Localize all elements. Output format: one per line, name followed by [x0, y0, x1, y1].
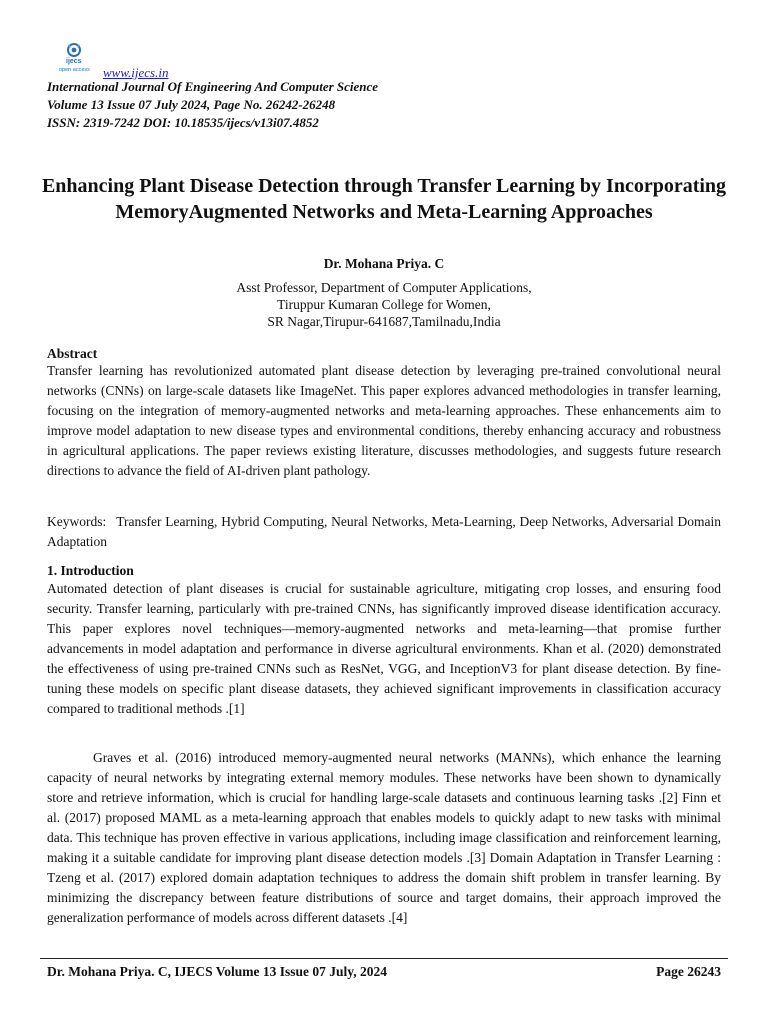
introduction-heading: 1. Introduction	[47, 563, 134, 578]
logo-word: ijecs	[66, 58, 82, 65]
logo-row	[47, 40, 727, 78]
journal-header	[47, 40, 727, 132]
keywords-label: Keywords:	[47, 514, 107, 529]
logo-icon	[65, 42, 83, 58]
footer-citation: Dr. Mohana Priya. C, IJECS Volume 13 Issue 07 July, 2024	[47, 964, 388, 979]
page-number: Page 26243	[656, 964, 721, 979]
affiliation-line: Asst Professor, Department of Computer Applications,	[236, 280, 532, 295]
logo-subtext: open access	[59, 67, 90, 73]
introduction-paragraph-2: Graves et al. (2016) introduced memory-augmented neural networks (MANNs), which enhance the learning capacity of neural networks by integrating external memory modules. These networks have been shown to dynamically store and retrieve information, which is crucial for handling large-scale datasets and continuous learning tasks .[2] Finn et al. (2017) proposed MAML as a meta-learning approach that enables models to quickly adapt to new tasks with minimal data. This technique has proven effective in various applications, including image classification and reinforcement learning, making it a suitable candidate for improving plant disease detection models .[3] Domain Adaptation in Transfer Learning : Tzeng et al. (2017) explored domain adaptation techniques to address the domain shift problem in transfer learning. By minimizing the discrepancy between feature distributions of source and target domains, their approach improved the generalization performance of models across different datasets .[4]	[47, 750, 721, 925]
affiliation-line: SR Nagar,Tirupur-641687,Tamilnadu,India	[267, 314, 501, 329]
introduction-paragraph-1: Automated detection of plant diseases is crucial for sustainable agriculture, mitigating crop losses, and ensuring food security. Transfer learning, particularly with pre-trained CNNs, has significantly improved disease identification accuracy. This paper explores novel techniques—memory-augmented networks and meta-learning—that promise further advancements in model adaptation and performance in diverse agricultural environments. Khan et al. (2020) demonstrated the effectiveness of using pre-trained CNNs such as ResNet, VGG, and InceptionV3 for plant disease detection. By fine-tuning these models on specific plant disease datasets, they achieved significant improvements in classification accuracy compared to traditional methods .[1]	[47, 581, 721, 716]
abstract-text: Transfer learning has revolutionized automated plant disease detection by leveraging pre-trained convolutional neural networks (CNNs) on large-scale datasets like ImageNet. This paper explores advanced methodologies in transfer learning, focusing on the integration of memory-augmented networks and meta-learning approaches. These enhancements aim to improve model adaptation to new disease types and environmental conditions, thereby enhancing accuracy and robustness in agricultural applications. The paper reviews existing literature, discusses methodologies, and suggests future research directions to advance the field of AI-driven plant pathology.	[47, 363, 721, 478]
journal-website-link[interactable]: www.ijecs.in	[103, 65, 169, 80]
footer-divider	[40, 958, 728, 959]
abstract-heading: Abstract	[47, 346, 98, 361]
journal-volume: Volume 13 Issue 07 July 2024, Page No. 26242-26248	[47, 97, 336, 112]
paper-title: Enhancing Plant Disease Detection through Transfer Learning by Incorporating MemoryAugmented Networks and Meta-Learning Approaches	[41, 175, 727, 223]
keywords	[47, 512, 721, 552]
keywords-text: Transfer Learning, Hybrid Computing, Neural Networks, Meta-Learning, Deep Networks, Adversarial Domain Adaptation	[47, 514, 721, 549]
author-affiliation	[40, 279, 728, 330]
author-name: Dr. Mohana Priya. C	[323, 256, 445, 271]
ijecs-logo	[55, 42, 97, 78]
journal-name: International Journal Of Engineering And Computer Science	[47, 79, 379, 94]
journal-issn: ISSN: 2319-7242 DOI: 10.18535/ijecs/v13i07.4852	[47, 115, 319, 130]
affiliation-line: Tiruppur Kumaran College for Women,	[277, 297, 491, 312]
